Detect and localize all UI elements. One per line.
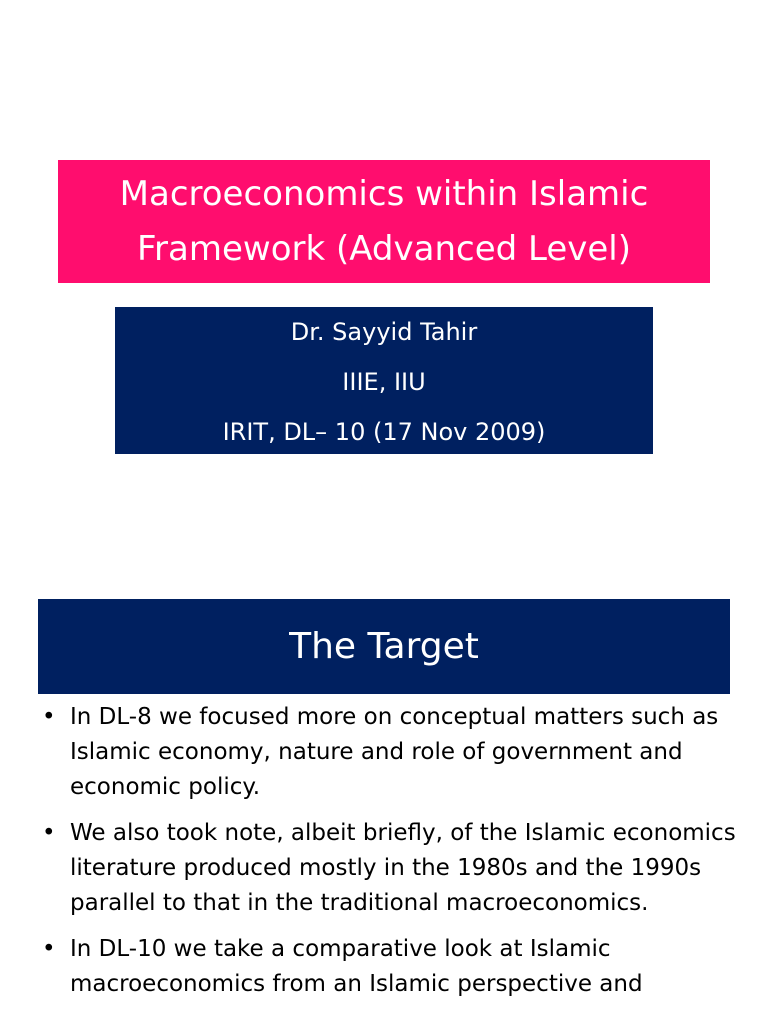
bullet-item [38,700,738,805]
slide-title-line-2: Framework (Advanced Level) [136,229,632,269]
bullet-item [38,816,738,921]
lecture-event: IRIT, DL– 10 (17 Nov 2009) [222,418,546,446]
bullet-item [38,932,738,1002]
slide-title-line-1: Macroeconomics within Islamic [119,174,649,214]
bullet-icon: • [42,820,56,846]
bullet-list [38,700,738,1013]
bullet-text: In DL-8 we focused more on conceptual matters such as Islamic economy, nature and role of government and economic policy. [70,704,719,800]
author-name: Dr. Sayyid Tahir [290,318,478,346]
bullet-text: We also took note, albeit briefly, of the Islamic economics literature produced mostly in the 1980s and the 1990s parallel to that in the traditional macroeconomics. [70,820,736,916]
slide-title-box [58,160,710,283]
section-heading: The Target [38,599,730,694]
bullet-icon: • [42,936,56,962]
author-affiliation: IIIE, IIU [342,368,426,396]
bullet-icon: • [42,704,56,730]
bullet-text: In DL-10 we take a comparative look at Islamic macroeconomics from an Islamic perspective and [70,936,643,997]
author-info-box [115,307,653,454]
